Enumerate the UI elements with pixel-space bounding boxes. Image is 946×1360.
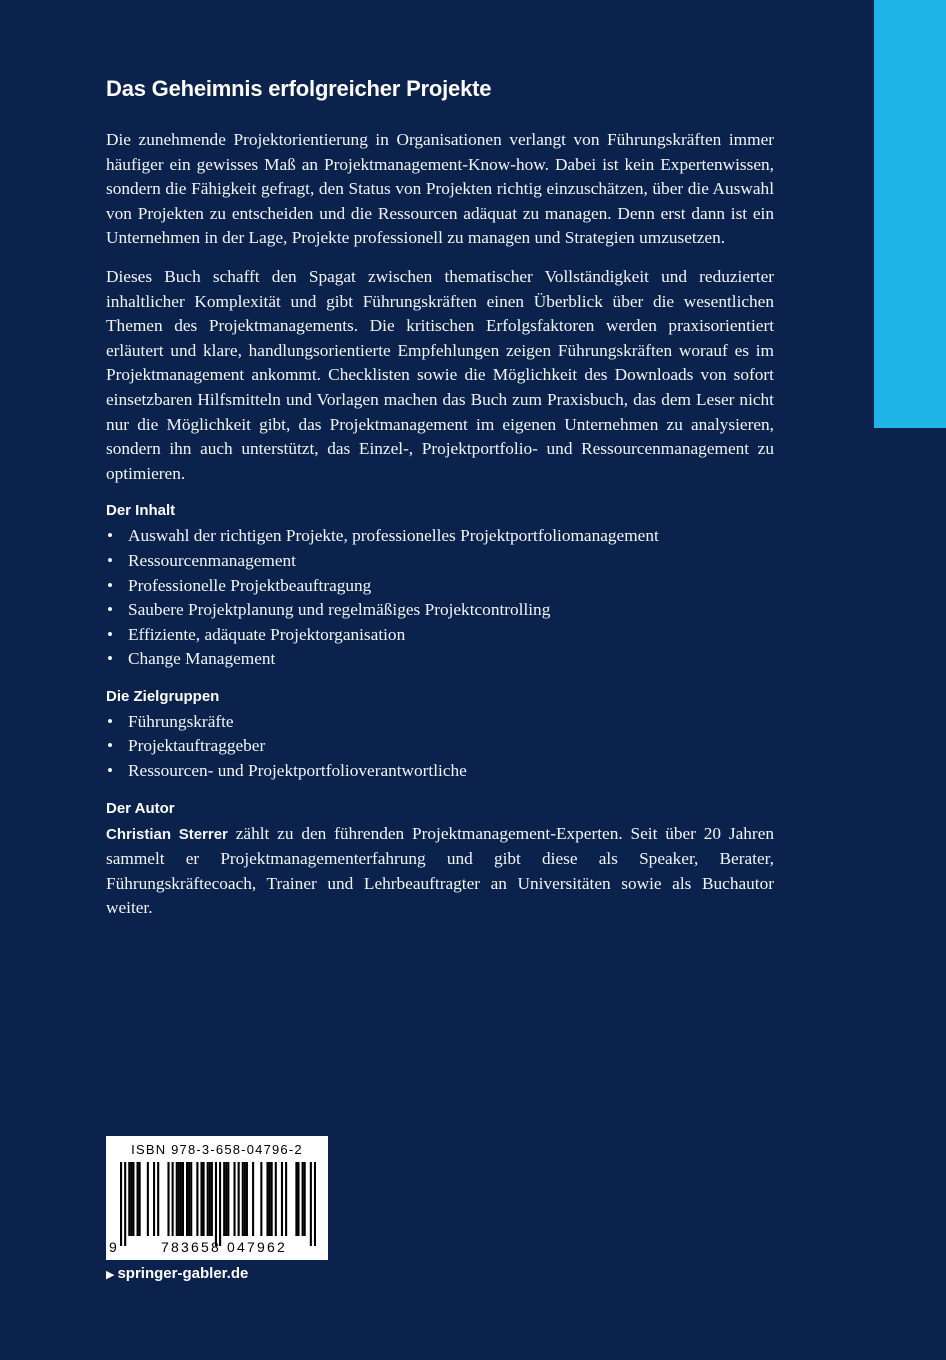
barcode-bar [172,1162,174,1236]
barcode-bar [196,1162,198,1236]
cover-accent-tab [874,0,946,428]
barcode-bar [271,1162,273,1236]
barcode-bar [269,1162,271,1236]
barcode-bar [260,1162,262,1236]
list-item [106,574,774,599]
list-item [106,598,774,623]
list-item [106,710,774,735]
barcode-bar [302,1162,304,1236]
publisher-url[interactable]: springer-gabler.de [117,1265,249,1282]
list-item-text: Projektauftraggeber [128,736,266,756]
intro-paragraph-2: Dieses Buch schafft den Spagat zwischen thematischer Vollständigkeit und reduzierter inhaltlicher Komplexität und gibt Führungskräften einen Überblick über die wesentlichen Themen des Projektmanagements. Die kritischen Erfolgsfaktoren werden praxisorientiert erläutert und klare, handlungsorientierte Empfehlungen zeigen Führungskräften worauf es im Projektmanagement ankommt. Checklisten sowie die Möglichkeit des Downloads von sofort einsetzbaren Hilfsmitteln und Vorlagen machen das Buch zum Praxisbuch, das dem Leser nicht nur die Möglichkeit gibt, das Projektmanagement im eigenen Unternehmen zu analysieren, sondern ihn auch unterstützt, das Einzel-, Projektportfolio- und Ressourcenmanagement zu optimieren. [106,266,774,483]
barcode-bar [180,1162,182,1236]
list-item [106,647,774,672]
barcode-bar [207,1162,209,1236]
publisher-link[interactable] [106,1265,248,1282]
barcode-bars [120,1162,316,1246]
barcode-bar [211,1162,213,1236]
list-item [106,549,774,574]
bullet-icon: • [107,575,114,595]
play-arrow-icon: ▶ [106,1269,115,1281]
ean-digits: 783658 047962 [161,1239,287,1255]
barcode-bar [281,1162,283,1236]
barcode-bar [190,1162,192,1236]
barcode-bar [186,1162,188,1236]
barcode-bar [178,1162,180,1236]
barcode-bar [130,1162,132,1236]
list-item-text: Professionelle Projektbeauftragung [128,575,372,595]
barcode-bar [215,1162,217,1246]
list-item [106,734,774,759]
barcode-bar [128,1162,130,1236]
barcode-bar [275,1162,277,1236]
list-item-text: Saubere Projektplanung und regelmäßiges Projektcontrolling [128,600,551,620]
barcode-bar [233,1162,235,1236]
barcode-bar [120,1162,122,1246]
barcode-bar [223,1162,225,1236]
bullet-icon: • [107,550,114,570]
barcode-bar [310,1162,312,1246]
isbn-barcode [106,1136,328,1260]
list-item [106,623,774,648]
barcode-bar [182,1162,184,1236]
list-item-text: Change Management [128,649,276,669]
barcode-bar [238,1162,240,1236]
back-cover-text [106,72,774,921]
bullet-icon: • [107,526,114,546]
isbn-label: ISBN 978-3-658-04796-2 [131,1142,303,1157]
barcode-bar [147,1162,149,1236]
bullet-icon: • [107,624,114,644]
list-item-text: Effiziente, adäquate Projektorganisation [128,624,406,644]
barcode-bar [124,1162,126,1246]
bullet-icon: • [107,600,114,620]
list-item [106,524,774,549]
barcode-bar [227,1162,229,1236]
list-item-text: Ressourcenmanagement [128,550,296,570]
list-item-text: Auswahl der richtigen Projekte, professionelles Projektportfoliomanagement [128,526,659,546]
author-bio [106,822,774,921]
list-item-text: Ressourcen- und Projektportfolioverantwortliche [128,761,467,781]
bullet-icon: • [107,711,114,731]
barcode-bar [153,1162,155,1236]
barcode-bar [176,1162,178,1236]
barcode-bar [139,1162,141,1236]
book-tagline-title: Das Geheimnis erfolgreicher Projekte [106,76,492,101]
barcode-bar [242,1162,244,1236]
section-heading-autor: Der Autor [106,799,175,817]
barcode-bar [246,1162,248,1236]
barcode-bar [295,1162,297,1236]
section-heading-inhalt: Der Inhalt [106,502,176,520]
barcode-bar [304,1162,306,1236]
inhalt-list [106,524,774,672]
barcode-bar [252,1162,254,1236]
barcode-bar [132,1162,134,1236]
barcode-bar [244,1162,246,1236]
barcode-bar [200,1162,202,1236]
intro-paragraph-1: Die zunehmende Projektorientierung in Organisationen verlangt von Führungskräften immer häufiger ein gewisses Maß an Projektmanagement-Know-how. Dabei ist kein Expertenwissen, sondern die Fähigkeit gefragt, den Status von Projekten richtig einzuschätzen, über die Auswahl von Projekten zu entscheiden und die Ressourcen adäquat zu managen. Denn erst dann ist ein Unternehmen in der Lage, Projekte professionell zu managen und Strategien umzusetzen. [106,130,774,248]
bullet-icon: • [107,736,114,756]
barcode-bar [137,1162,139,1236]
bullet-icon: • [107,761,114,781]
barcode-bar [285,1162,287,1236]
barcode-bar [225,1162,227,1236]
ean-first-digit: 9 [109,1239,117,1255]
bullet-icon: • [107,649,114,669]
zielgruppen-list [106,710,774,784]
barcode-bar [297,1162,299,1236]
barcode-bar [157,1162,159,1236]
barcode-bar [266,1162,268,1236]
barcode-bar [188,1162,190,1236]
barcode-bar [314,1162,316,1246]
author-bio-text: zählt zu den führenden Projektmanagement-Experten. Seit über 20 Jahren sammelt er Projektmanagementerfahrung und gibt diese als Speaker, Berater, Führungskräftecoach, Trainer und Lehrbeauftragter an Universitäten sowie als Buchautor weiter. [106,823,775,918]
barcode-bar [203,1162,205,1236]
barcode-bar [219,1162,221,1246]
barcode-bar [209,1162,211,1236]
list-item-text: Führungskräfte [128,711,234,731]
barcode-bar [167,1162,169,1236]
list-item [106,759,774,784]
section-heading-zielgruppen: Die Zielgruppen [106,687,220,705]
author-name: Christian Sterrer [106,825,228,843]
